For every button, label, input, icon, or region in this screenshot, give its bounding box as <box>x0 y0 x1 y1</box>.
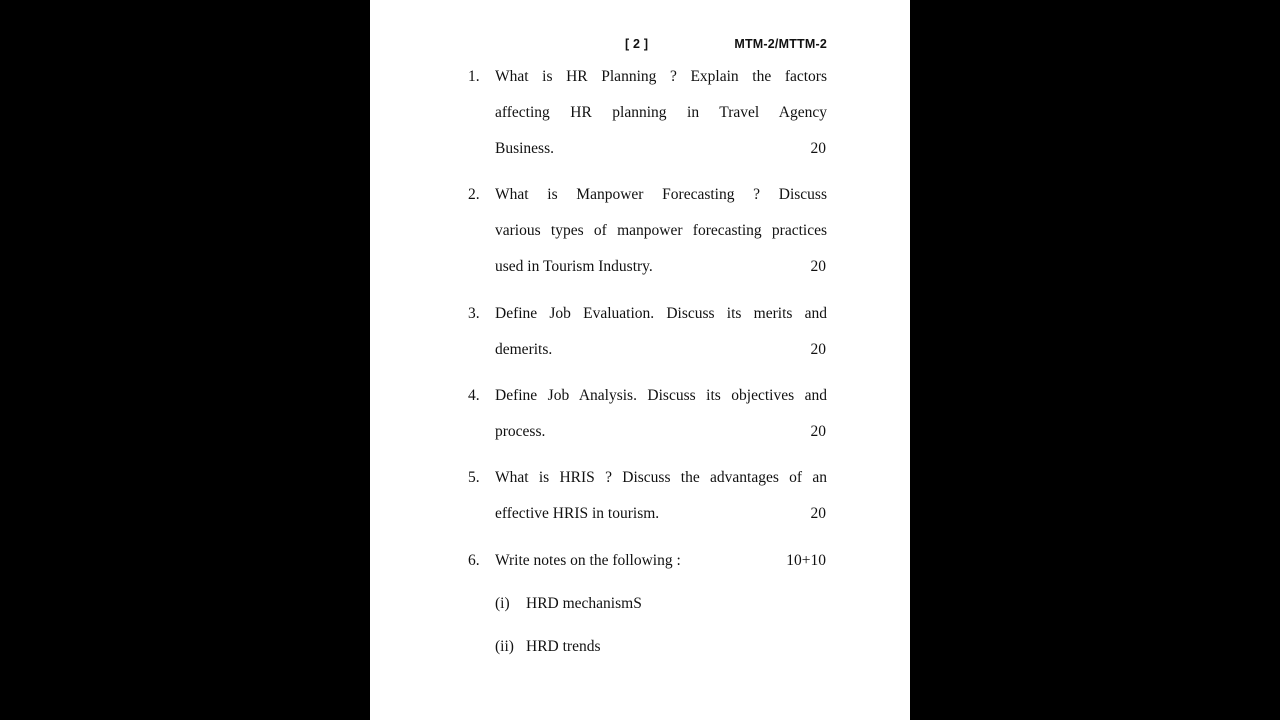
question-marks: 20 <box>810 505 826 522</box>
question-marks: 20 <box>810 423 826 440</box>
question-text-line: affecting HR planning in Travel Agency <box>495 104 827 121</box>
question-marks: 20 <box>810 140 826 157</box>
question-text-line: effective HRIS in tourism. <box>495 505 660 522</box>
question-text-line: used in Tourism Industry. <box>495 258 653 275</box>
question-text-line: Define Job Evaluation. Discuss its merits and <box>495 305 827 322</box>
question-text-line: demerits. <box>495 341 553 358</box>
question-text-line: What is HRIS ? Discuss the advantages of an <box>495 469 827 486</box>
subitem-number: (ii) <box>495 638 514 655</box>
question-text-line: Business. <box>495 140 554 157</box>
subitem-text: HRD trends <box>526 638 601 655</box>
question-number: 4. <box>468 387 480 404</box>
question-text-line: various types of manpower forecasting practices <box>495 222 827 239</box>
question-number: 6. <box>468 552 480 569</box>
question-text-line: What is Manpower Forecasting ? Discuss <box>495 186 827 203</box>
subitem-number: (i) <box>495 595 510 612</box>
subitem-text: HRD mechanismS <box>526 595 642 612</box>
paper-code: MTM-2/MTTM-2 <box>734 37 827 51</box>
question-number: 5. <box>468 469 480 486</box>
question-text-line: Define Job Analysis. Discuss its objectives and <box>495 387 827 404</box>
question-number: 1. <box>468 68 480 85</box>
question-marks: 20 <box>810 258 826 275</box>
question-text-line: Write notes on the following : <box>495 552 681 569</box>
question-number: 3. <box>468 305 480 322</box>
question-number: 2. <box>468 186 480 203</box>
question-text-line: What is HR Planning ? Explain the factors <box>495 68 827 85</box>
question-marks: 10+10 <box>786 552 826 569</box>
exam-paper-page <box>370 0 910 720</box>
page-number: [ 2 ] <box>625 37 649 51</box>
question-text-line: process. <box>495 423 546 440</box>
question-marks: 20 <box>810 341 826 358</box>
